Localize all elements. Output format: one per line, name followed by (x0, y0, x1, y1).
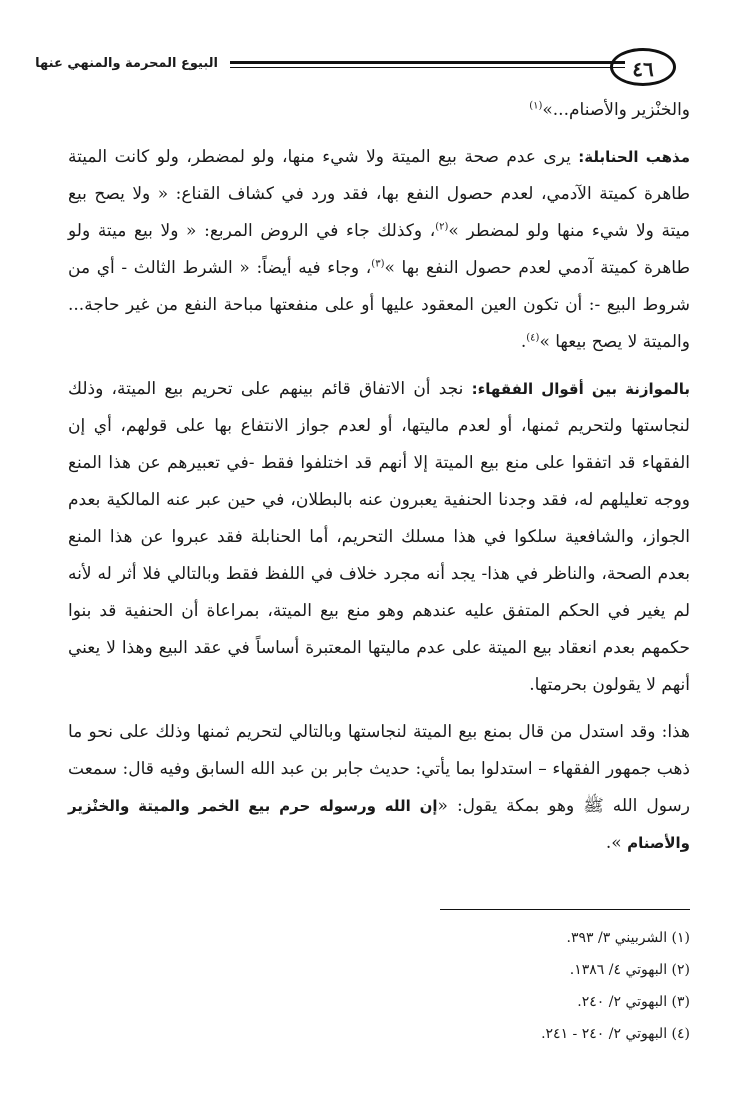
paragraph-0 (68, 92, 690, 129)
header-rule-thin (230, 67, 625, 68)
footnote-divider (440, 909, 690, 910)
evidence-text-1: هذا: وقد استدل من قال بمنع بيع الميتة لنجاستها وبالتالي لتحريم ثمنها وذلك على نحو ما ذهب جمهور الفقهاء – استدلوا بما يأتي: حديث جابر بن عبد الله السابق وفيه قال: سمعت رسول الله ﷺ وهو بمكة يقول: « (68, 722, 690, 816)
footnote-1: (١) الشربيني ٣/ ٣٩٣. (566, 930, 690, 946)
main-text (68, 92, 690, 872)
running-title: البيوع المحرمة والمنهي عنها (35, 56, 218, 71)
footnotes (300, 922, 690, 1050)
paragraph-hanabila (68, 139, 690, 361)
footnote-ref-4: (٤) (526, 332, 540, 344)
evidence-text-2: ». (605, 833, 628, 853)
paragraph-comparison (68, 371, 690, 704)
footnote-4: (٤) البهوتي ٢/ ٢٤٠ - ٢٤١. (541, 1026, 690, 1042)
comparison-heading: بالموازنة بين أقوال الفقهاء: (471, 380, 690, 398)
page-number: ٤٦ (610, 48, 676, 86)
hanabila-heading: مذهب الحنابلة: (578, 148, 690, 166)
footnote-2: (٢) البهوتي ٤/ ١٣٨٦. (569, 962, 690, 978)
footnote-ref-2: (٢) (435, 221, 449, 233)
page-header (0, 38, 756, 98)
comparison-text: نجد أن الاتفاق قائم بينهم على تحريم بيع الميتة، وذلك لنجاستها ولتحريم ثمنها، أو لعدم ماليتها، أو لعدم جواز الانتفاع بها على قولهم، أي إن الفقهاء قد اتفقوا على منع بيع الميتة إلا أنهم قد اختلفوا فقط -في تعبيرهم عن هذا المنع ووجه تعليلهم له، فقد وجدنا الحنفية يعبرون عنه بالبطلان، في حين عبر عنه المالكية بعدم الجواز، والشافعية سلكوا في هذا مسلك التحريم، أما الحنابلة فقد عبروا عن هذا المنع بعدم الصحة، والناظر في هذا- يجد أنه مجرد خلاف في اللفظ فقط وبالتالي فلا أثر له لأنه لم يغير في الحكم المتفق عليه عندهم وهو منع بيع الميتة، بمراعاة أن الحنفية قد بنوا حكمهم بعدم انعقاد بيع الميتة على عدم ماليتها المعتبرة أساساً في عقد البيع وهذا لا يعني أنهم لا يقولون بحرمتها. (68, 379, 690, 695)
footnote-ref-3: (٣) (371, 258, 385, 270)
header-rule-thick (230, 61, 625, 64)
hanabila-text-1: يرى عدم صحة بيع الميتة ولا شيء منها، ولو لمضطر، ولو كانت الميتة طاهرة كميتة الآدمي، لعدم حصول النفع بها، فقد ورد في كشاف القناع: « ولا يصح بيع ميتة ولا شيء منها ولو لمضطر » (68, 147, 690, 241)
hanabila-text-4: . (520, 332, 527, 352)
footnote-ref-1: (١) (529, 100, 543, 112)
hadith-quote: إن الله ورسوله حرم بيع الخمر والميتة والخنْزير والأصنام (68, 797, 690, 852)
hanabila-text-2: ، وكذلك جاء في الروض المربع: « ولا بيع ميتة ولو طاهرة كميتة آدمي لعدم حصول النفع بها » (68, 221, 690, 278)
footnote-3: (٣) البهوتي ٢/ ٢٤٠. (577, 994, 690, 1010)
hanabila-text-3: ، وجاء فيه أيضاً: « الشرط الثالث - أي من شروط البيع -: أن تكون العين المعقود عليها أو على منفعتها مباحة النفع من غير حاجة... والميتة لا يصح بيعها » (68, 258, 690, 352)
paragraph-0-text: والخنْزير والأصنام...» (542, 100, 690, 120)
paragraph-evidence (68, 714, 690, 862)
